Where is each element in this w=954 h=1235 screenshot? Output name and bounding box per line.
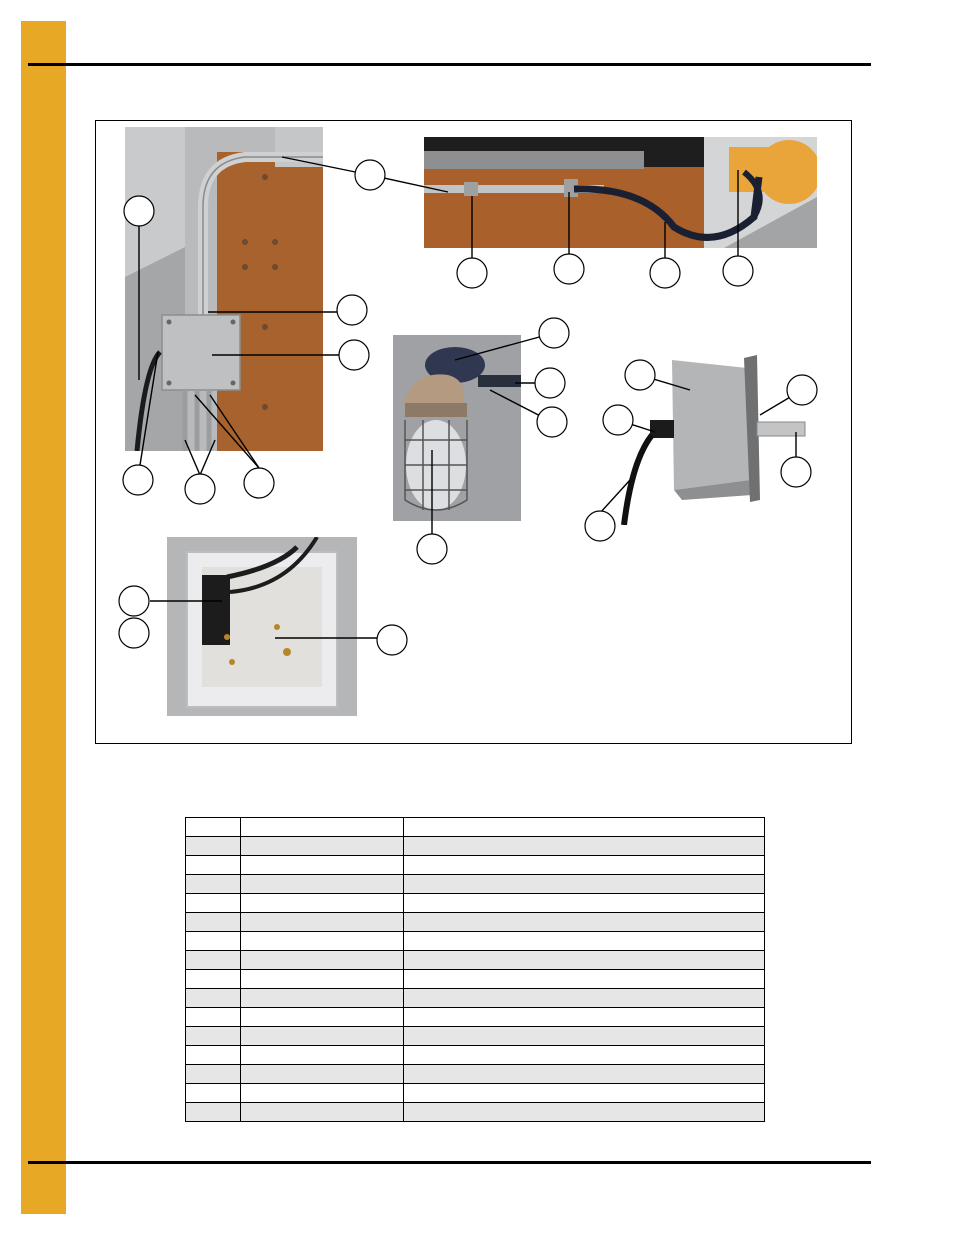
- table-row: [186, 875, 765, 894]
- part-cell: [241, 837, 404, 856]
- part-cell: [241, 1103, 404, 1122]
- part-cell: [241, 1065, 404, 1084]
- callout-circle: [417, 534, 447, 564]
- part-cell: [241, 951, 404, 970]
- description-cell: [404, 1084, 765, 1103]
- part-cell: [241, 875, 404, 894]
- ref-cell: [186, 894, 241, 913]
- table-row: [186, 856, 765, 875]
- ref-cell: [186, 856, 241, 875]
- callout-circle: [244, 468, 274, 498]
- description-cell: [404, 1065, 765, 1084]
- callout-circle: [650, 258, 680, 288]
- part-cell: [241, 932, 404, 951]
- callout-circle: [781, 457, 811, 487]
- table-row: [186, 913, 765, 932]
- ref-cell: [186, 951, 241, 970]
- description-cell: [404, 1027, 765, 1046]
- description-cell: [404, 856, 765, 875]
- ref-cell: [186, 970, 241, 989]
- callout-circle: [723, 256, 753, 286]
- callout-circle: [339, 340, 369, 370]
- table-row: [186, 1065, 765, 1084]
- part-cell: [241, 970, 404, 989]
- callout-circle: [537, 407, 567, 437]
- callout-circle: [554, 254, 584, 284]
- table-row: [186, 932, 765, 951]
- callout-circle: [185, 474, 215, 504]
- description-cell: [404, 989, 765, 1008]
- table-row: [186, 837, 765, 856]
- ref-cell: [186, 1046, 241, 1065]
- table-row: [186, 894, 765, 913]
- table-row: [186, 1008, 765, 1027]
- callout-circle: [119, 618, 149, 648]
- description-cell: [404, 932, 765, 951]
- ref-cell: [186, 1027, 241, 1046]
- ref-cell: [186, 1103, 241, 1122]
- ref-cell: [186, 1084, 241, 1103]
- parts-table: [185, 817, 765, 1122]
- part-cell: [241, 1008, 404, 1027]
- callout-circle: [377, 625, 407, 655]
- ref-header: [186, 818, 241, 837]
- table-row: [186, 1084, 765, 1103]
- callout-circle: [124, 196, 154, 226]
- ref-cell: [186, 913, 241, 932]
- ref-cell: [186, 875, 241, 894]
- table-row: [186, 1103, 765, 1122]
- part-number-header: [241, 818, 404, 837]
- table-row: [186, 989, 765, 1008]
- part-cell: [241, 894, 404, 913]
- callout-circle: [119, 586, 149, 616]
- part-cell: [241, 1084, 404, 1103]
- callout-circle: [457, 258, 487, 288]
- part-cell: [241, 1027, 404, 1046]
- table-row: [186, 951, 765, 970]
- ref-cell: [186, 989, 241, 1008]
- description-cell: [404, 1046, 765, 1065]
- description-cell: [404, 875, 765, 894]
- description-cell: [404, 951, 765, 970]
- part-cell: [241, 989, 404, 1008]
- ref-cell: [186, 932, 241, 951]
- callout-circle: [625, 360, 655, 390]
- callout-circle: [535, 368, 565, 398]
- ref-cell: [186, 1008, 241, 1027]
- callout-circle: [355, 160, 385, 190]
- table-header-row: [186, 818, 765, 837]
- description-cell: [404, 837, 765, 856]
- callout-circle: [585, 511, 615, 541]
- table-row: [186, 1046, 765, 1065]
- callout-circle: [337, 295, 367, 325]
- description-cell: [404, 913, 765, 932]
- description-header: [404, 818, 765, 837]
- callout-circle: [123, 465, 153, 495]
- callout-circle: [787, 375, 817, 405]
- callout-circle: [603, 405, 633, 435]
- part-cell: [241, 1046, 404, 1065]
- description-cell: [404, 1103, 765, 1122]
- description-cell: [404, 894, 765, 913]
- description-cell: [404, 1008, 765, 1027]
- description-cell: [404, 970, 765, 989]
- ref-cell: [186, 1065, 241, 1084]
- ref-cell: [186, 837, 241, 856]
- callout-circle: [539, 318, 569, 348]
- part-cell: [241, 913, 404, 932]
- table-row: [186, 970, 765, 989]
- part-cell: [241, 856, 404, 875]
- table-row: [186, 1027, 765, 1046]
